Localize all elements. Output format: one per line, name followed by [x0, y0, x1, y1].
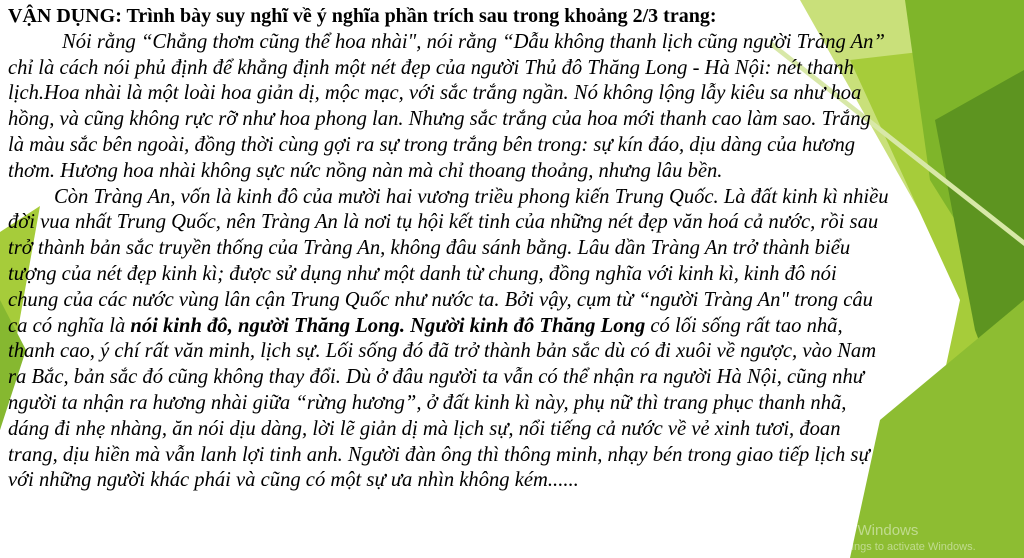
bold-line-suffix: có lối sống rất tao nhã, — [645, 314, 843, 337]
paragraph-2-line: Còn Tràng An, vốn là kinh đô của mười hai vương triều phong kiến Trung Quốc. Là đất kinh kì nhiều — [54, 185, 889, 208]
paragraph-2-line: đời vua nhất Trung Quốc, nên Tràng An là nơi tụ hội kết tinh của những nét đẹp văn hoá cả nước, rồi sau — [8, 211, 879, 234]
heading: VẬN DỤNG: Trình bày suy nghĩ về ý nghĩa phần trích sau trong khoảng 2/3 trang: — [8, 5, 717, 27]
paragraph-1-line: chỉ là cách nói phủ định để khẳng định một nét đẹp của người Thủ đô Thăng Long - Hà Nội: nét thanh — [8, 56, 854, 79]
paragraph-2-bold-line — [8, 314, 1018, 340]
paragraph-1 — [8, 30, 1018, 185]
paragraph-2-line: dáng đi nhẹ nhàng, ăn nói dịu dàng, lời lẽ giản dị mà lịch sự, nổi tiếng cả nước về vẻ xinh tươi, đoan — [8, 417, 841, 440]
paragraph-1-line: là màu sắc bên ngoài, đồng thời cùng gợi ra sự trong trắng bên trong: sự kín đáo, dịu dàng của hương — [8, 133, 856, 156]
paragraph-1-line: thơm. Hương hoa nhài không sực nức nồng nàn mà chỉ thoang thoảng, nhưng lâu bền. — [8, 159, 723, 182]
paragraph-2 — [8, 185, 1018, 495]
paragraph-2-line: tượng của nét đẹp kinh kì; được sử dụng như một danh từ chung, đồng nghĩa với kinh kì, kinh đô nói — [8, 262, 837, 285]
bold-emphasis-text: nói kinh đô, người Thăng Long. Người kinh đô Thăng Long — [130, 314, 646, 337]
paragraph-1-line: Nói rằng “Chẳng thơm cũng thể hoa nhài", nói rằng “Dẫu không thanh lịch cũng người Tràng An” — [62, 30, 885, 53]
activate-windows-watermark-title: Activate Windows — [800, 522, 919, 539]
paragraph-2-line: trang, dịu hiền mà vẫn lanh lợi tinh anh. Người đàn ông thì thông minh, nhạy bén trong giao tiếp lịch sự — [8, 443, 870, 466]
paragraph-2-line: ra Bắc, bản sắc đó cũng không thay đổi. Dù ở đâu người ta vẫn có thể nhận ra người Hà Nội, cũng như — [8, 366, 865, 389]
activate-windows-watermark-subtitle: Go to Settings to activate Windows. — [802, 541, 976, 553]
paragraph-1-line: lịch.Hoa nhài là một loài hoa giản dị, mộc mạc, với sắc trắng ngần. Nó không lộng lẫy kiêu sa như hoa — [8, 82, 862, 105]
paragraph-2-line: thanh cao, ý chí rất văn minh, lịch sự. Lối sống đó đã trở thành bản sắc dù có đi xuôi về ngược, vào Nam — [8, 340, 877, 363]
paragraph-1-line: hồng, và cũng không rực rỡ như hoa phong lan. Nhưng sắc trắng của hoa mới thanh cao làm sao. Trắng — [8, 108, 871, 131]
paragraph-2-line: với những người khác phái và cũng có một sự ưa nhìn không kém...... — [8, 469, 579, 492]
paragraph-2-line: người ta nhận ra hương nhài giữa “rừng hương”, ở đất kinh kì này, phụ nữ thì trang phục thanh nhã, — [8, 391, 847, 414]
bold-line-prefix: ca có nghĩa là — [8, 314, 131, 337]
document-text — [8, 4, 1018, 494]
paragraph-2-line: chung của các nước vùng lân cận Trung Quốc như nước ta. Bởi vậy, cụm từ “người Tràng An" trong câu — [8, 288, 873, 311]
paragraph-2-line: trở thành bản sắc truyền thống của Tràng An, không đâu sánh bằng. Lâu dần Tràng An trở thành biểu — [8, 237, 851, 260]
